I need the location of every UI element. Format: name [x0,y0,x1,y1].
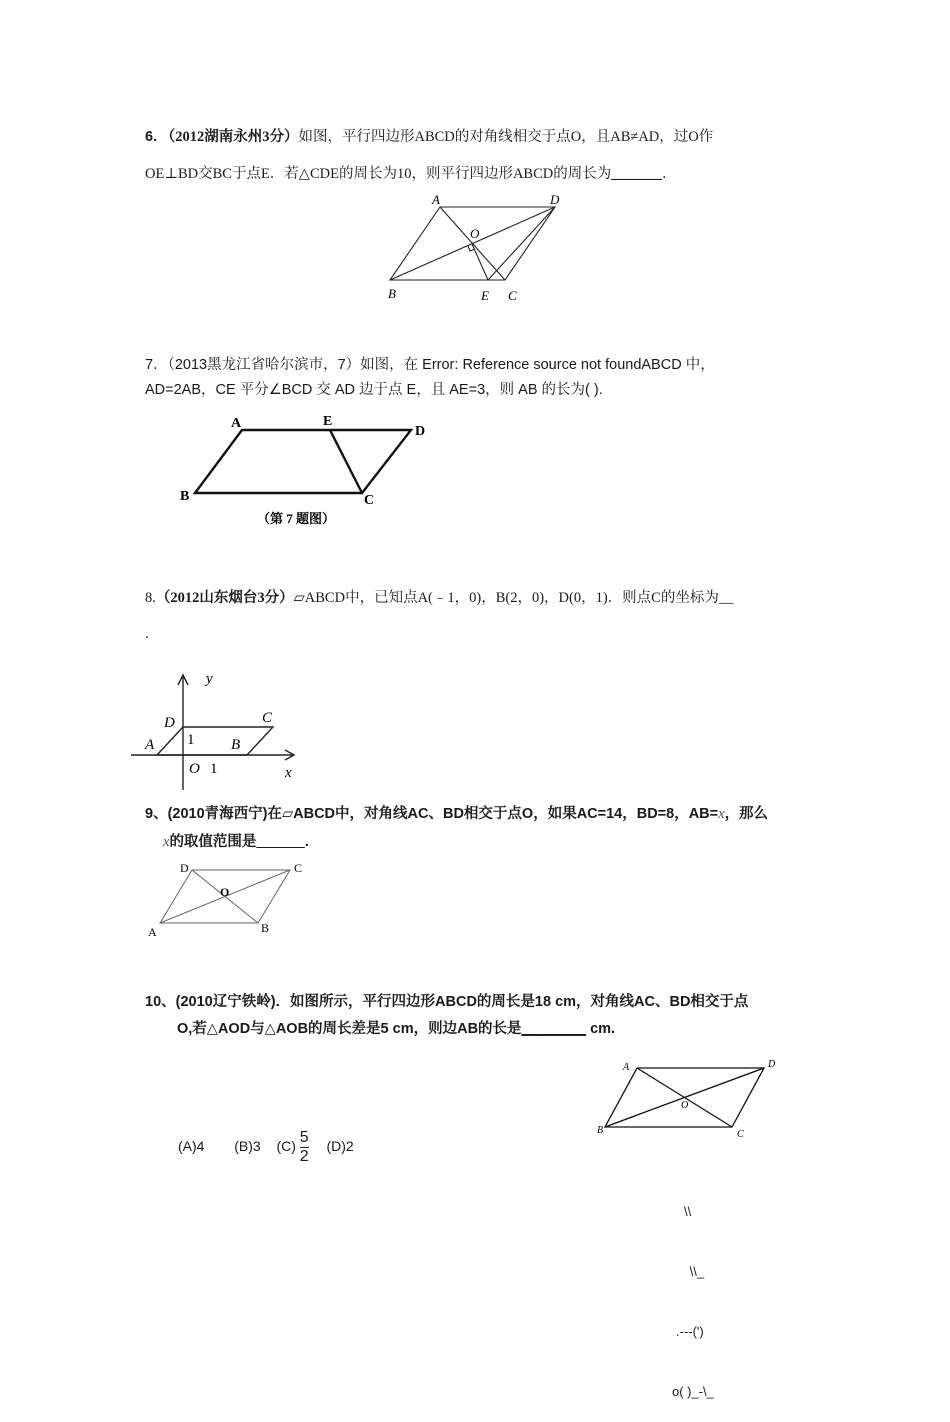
q8-label-b: B [231,737,241,753]
q9-label-a: A [148,925,157,939]
q6-figure [380,190,570,310]
q7-line1: 7．（2013黑龙江省哈尔滨市，7）如图，在 Error: Reference source not foundABCD 中， [145,357,715,373]
q10-label-c: C [737,1129,744,1140]
q10-option-d: (D)2 [326,1138,354,1154]
q10-label-a: A [623,1062,630,1073]
q10-blank: ________ [521,1021,587,1037]
q8-label-o: O [189,761,200,777]
q8-text-1: ABCD中，已知点A(﹣1，0)，B(2，0)，D(0，1)．则点C的坐标为 [304,590,719,606]
q6-label-d: D [550,192,560,207]
q6-label-c: C [508,288,517,303]
q6-end: ． [662,166,677,182]
q9-line2 [163,832,309,852]
ascii-line-2: \\_ [686,1264,705,1279]
q9-label-o: O [220,885,230,899]
q6-line1 [145,127,713,147]
q10-label-d: D [768,1059,776,1070]
q6-label-b: B [388,286,396,301]
q10-option-c: (C) [276,1138,296,1154]
q8-label-y: y [206,671,213,687]
q9-text-1a: 9、(2010青海西宁)在 [145,806,282,822]
q8-label-c: C [262,710,273,726]
q7-label-a: A [231,416,242,431]
q6-label-a: A [432,192,440,207]
q9-text-2b: . [304,834,309,850]
q8-label-x: x [285,765,292,781]
q6-source: （2012湖南永州3分） [160,129,299,145]
q10-text-2b: cm. [586,1021,616,1037]
q7-figure [175,405,445,535]
q8-line2: . [145,626,149,642]
q8-label-one-y: 1 [187,732,195,748]
q6-line2 [145,164,677,184]
q7-label-d: D [415,424,426,439]
q8-figure [128,665,308,790]
q9-figure [140,855,315,945]
q6-text-2: OE⊥BD交BC于点E．若△CDE的周长为10，则平行四边形ABCD的周长为 [145,166,612,182]
q6-number: 6. [145,129,158,145]
q9-text-1b: ABCD中，对角线AC、BD相交于点O，如果AC=14，BD=8，AB= [293,806,719,822]
ascii-line-1: \\ [684,1204,692,1219]
q8-blank: __ [718,590,734,606]
q9-label-c: C [294,861,303,875]
ascii-line-4: o( )_-\_ [672,1384,714,1399]
q10-options [178,1124,354,1168]
q7-line2: AD=2AB，CE 平分∠BCD 交 AD 边于点 E，且 AE=3，则 AB 的长为( ). [145,382,603,398]
q9-line1 [145,804,768,824]
q10-text-2a: O,若△AOD与△AOB的周长差是5 cm，则边AB的长是 [177,1021,522,1037]
q7-caption: （第 7 题图） [257,511,336,526]
q10-option-a: (A)4 [178,1138,205,1154]
q8-number: 8. [145,590,156,606]
q10-option-c-fraction [300,1129,309,1166]
ascii-art [672,1162,714,1422]
q9-blank: ______ [256,834,305,850]
q10-line1: 10、(2010辽宁铁岭)．如图所示，平行四边形ABCD的周长是18 cm，对角线AC、BD相交于点 [145,994,749,1010]
q7-label-b: B [180,489,190,504]
q8-source: （2012山东烟台3分） [155,590,294,606]
q10-figure [592,1055,782,1145]
q10-line2 [177,1019,615,1039]
q10-fraction-num: 5 [299,1128,309,1146]
q6-text-1: 如图，平行四边形ABCD的对角线相交于点O，且AB≠AD，过O作 [298,129,714,145]
q8-label-a: A [145,737,155,753]
q9-var-x: x [718,806,725,822]
q8-label-one-x: 1 [210,761,218,777]
q9-text-2a: 的取值范围是 [169,834,257,850]
q8-line1 [145,588,733,608]
q10-option-b: (B)3 [234,1138,261,1154]
q7-label-e: E [323,414,333,429]
q9-var-x-2: x [163,834,170,850]
q10-label-o: O [681,1100,689,1111]
q6-blank: _______ [611,166,662,182]
q8-parallelogram-icon: ▱ [293,590,305,606]
q6-label-o: O [470,226,480,241]
q9-label-b: B [261,921,270,935]
q6-label-e: E [481,288,489,303]
q10-fraction-den: 2 [299,1147,309,1165]
q7-label-c: C [364,493,375,508]
q9-text-1c: ，那么 [724,806,769,822]
ascii-line-3: .---(') [676,1324,704,1339]
q9-parallelogram-icon: ▱ [281,806,294,822]
q10-label-b: B [597,1125,604,1136]
q9-label-d: D [180,861,189,875]
q8-label-d: D [164,715,175,731]
